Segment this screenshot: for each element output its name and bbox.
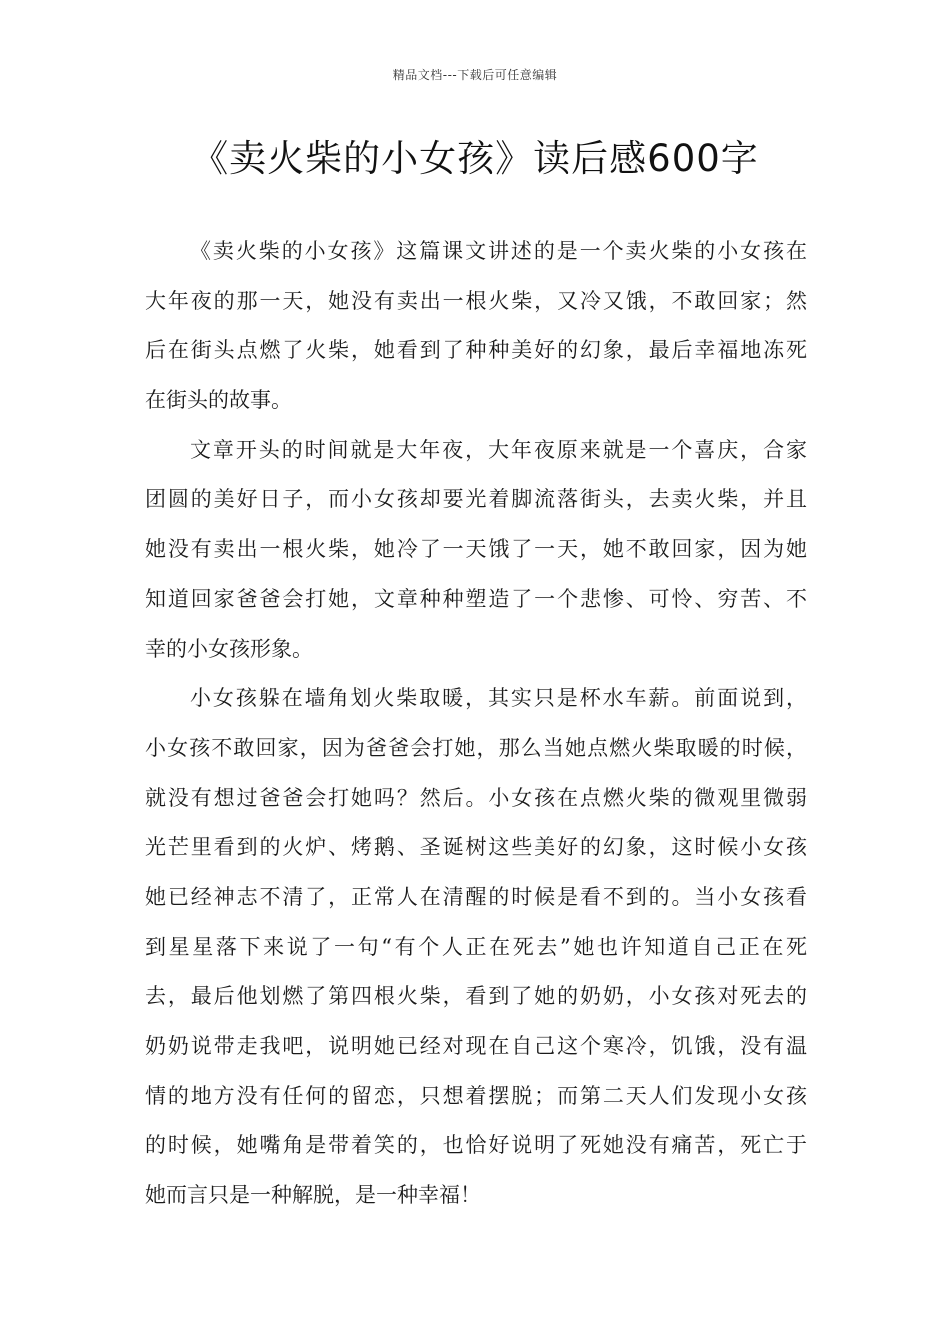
paragraph-line: 《卖火柴的小女孩》这篇课文讲述的是一个卖火柴的小女孩在 [190,239,807,263]
paragraph-line: 小女孩躲在墙角划火柴取暖，其实只是杯水车薪。前面说到， [190,686,807,711]
paragraph-line: 幸的小女孩形象。 [145,636,313,661]
paragraph-line: 团圆的美好日子，而小女孩却要光着脚流落街头，去卖火柴，并且 [145,487,807,512]
paragraph-line: 小女孩不敢回家，因为爸爸会打她，那么当她点燃火柴取暖的时候， [145,735,807,760]
paragraph-line: 光芒里看到的火炉、烤鹅、圣诞树这些美好的幻象，这时候小女孩 [145,835,807,860]
paragraph-line: 去，最后他划燃了第四根火柴，看到了她的奶奶，小女孩对死去的 [145,984,807,1009]
paragraph-line: 情的地方没有任何的留恋，只想着摆脱；而第二天人们发现小女孩 [145,1083,807,1108]
paragraph-line: 文章开头的时间就是大年夜，大年夜原来就是一个喜庆，合家 [190,437,807,462]
paragraph-line: 就没有想过爸爸会打她吗？然后。小女孩在点燃火柴的微观里微弱 [145,785,807,810]
paragraph-line: 的时候，她嘴角是带着笑的，也恰好说明了死她没有痛苦，死亡于 [145,1133,807,1158]
document-title: 《卖火柴的小女孩》读后感600字 [191,137,759,180]
paragraph-line: 她而言只是一种解脱，是一种幸福！ [145,1183,481,1208]
paragraph-line: 她没有卖出一根火柴，她冷了一天饿了一天，她不敢回家，因为她 [145,537,807,562]
paragraph-line: 到星星落下来说了一句“有个人正在死去”她也许知道自己正在死 [145,934,807,959]
paragraph-line: 在街头的故事。 [145,388,292,413]
paragraph-line: 大年夜的那一天，她没有卖出一根火柴，又冷又饿，不敢回家；然 [145,288,807,313]
paragraph-line: 她已经神志不清了，正常人在清醒的时候是看不到的。当小女孩看 [145,884,807,909]
document-header-note: 精品文档---下载后可任意编辑 [392,68,558,82]
paragraph-line: 知道回家爸爸会打她，文章种种塑造了一个悲惨、可怜、穷苦、不 [145,586,807,611]
paragraph-line: 奶奶说带走我吧，说明她已经对现在自己这个寒冷，饥饿，没有温 [145,1034,807,1058]
paragraph-line: 后在街头点燃了火柴，她看到了种种美好的幻象，最后幸福地冻死 [145,338,807,363]
document-body [145,227,807,1221]
